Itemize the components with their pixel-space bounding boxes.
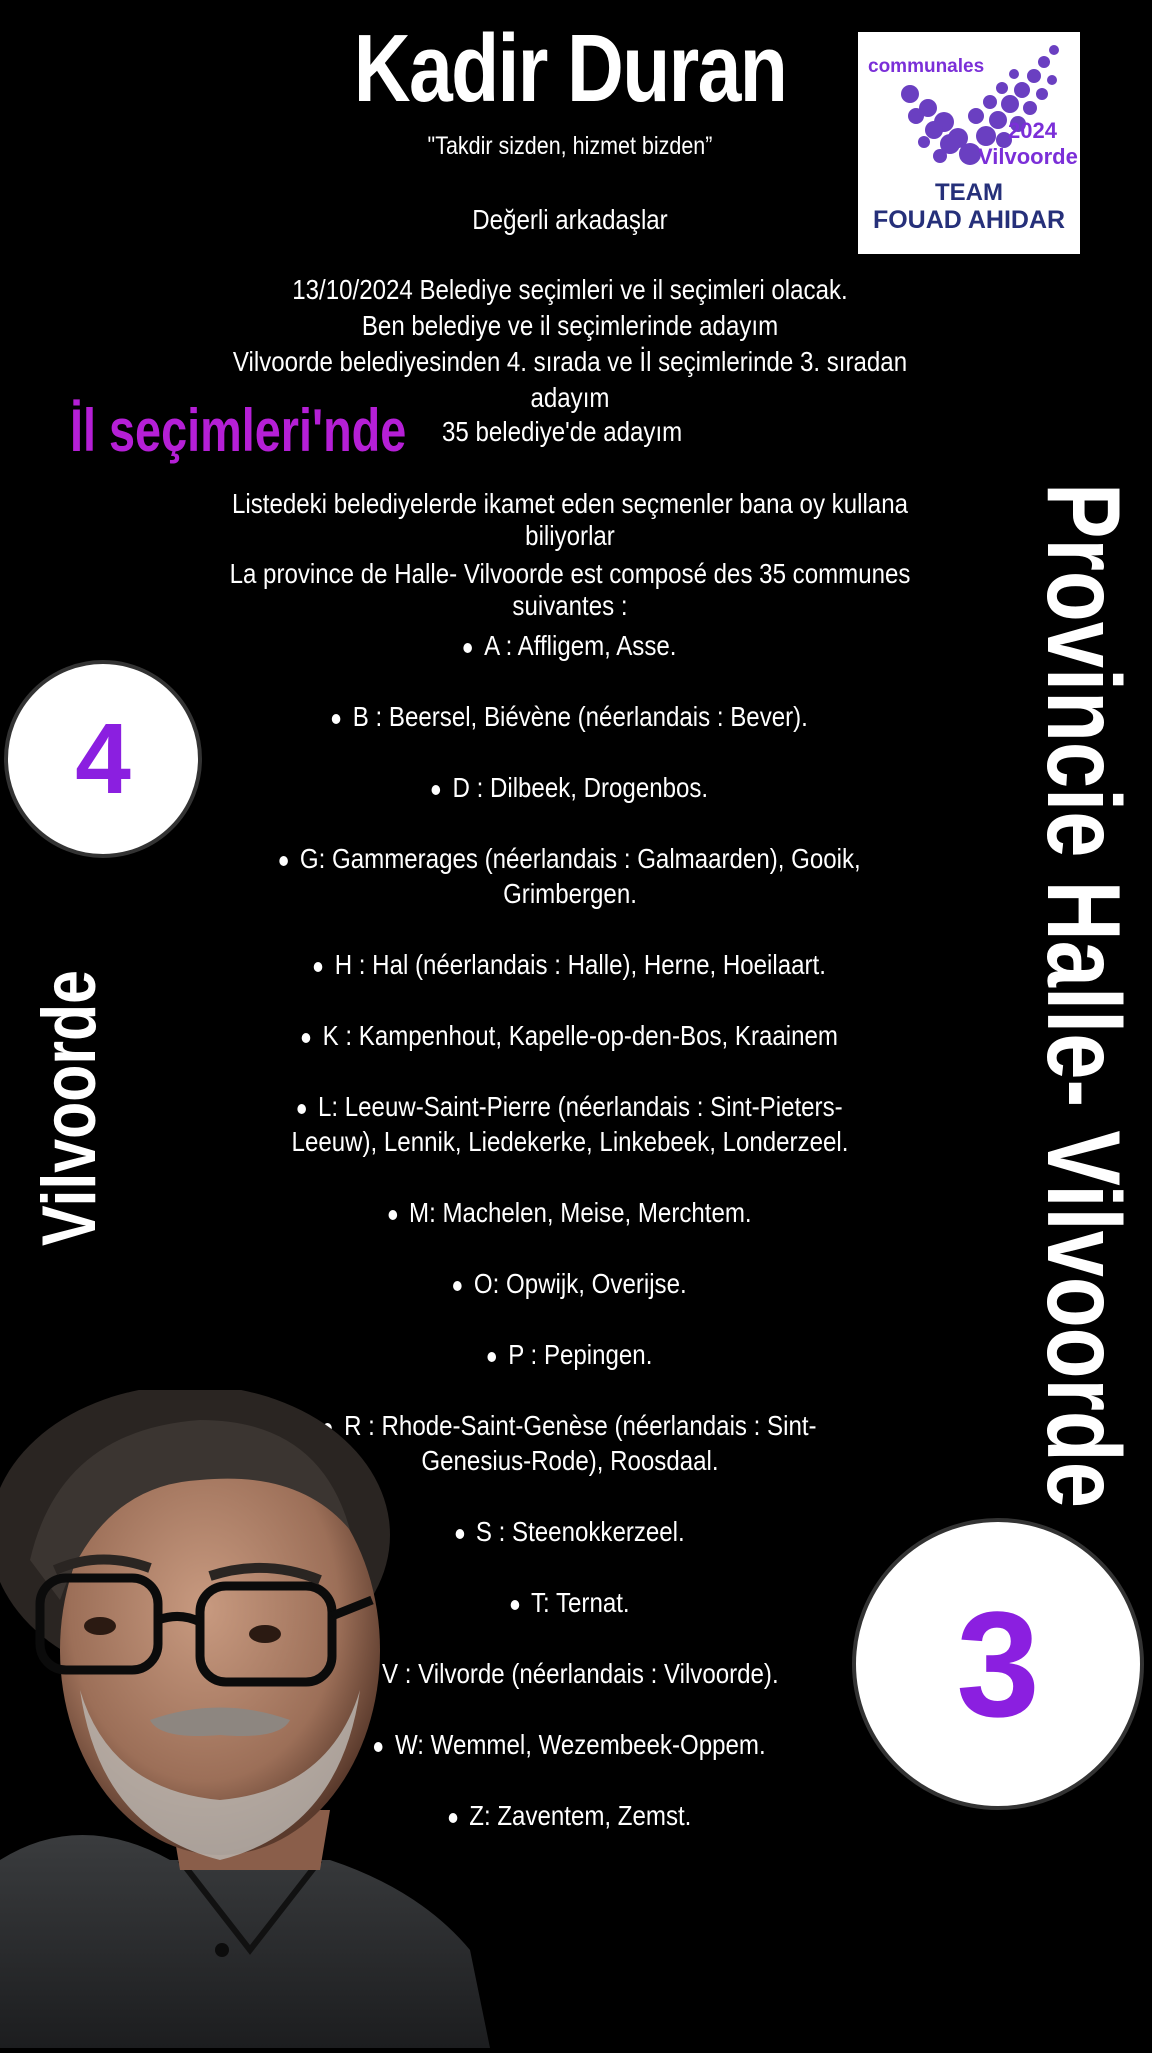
list-item: K : Kampenhout, Kapelle-op-den-Bos, Kraainem — [243, 1018, 897, 1053]
list-item: B : Beersel, Biévène (néerlandais : Bever). — [243, 699, 897, 734]
slogan: "Takdir sizden, hizmet bizden” — [427, 132, 713, 160]
bullet-icon — [279, 856, 288, 866]
list-item: L: Leeuw-Saint-Pierre (néerlandais : Sint-Pieters-Leeuw), Lennik, Liedekerke, Linkebeek, Londerzeel. — [291, 1091, 849, 1157]
list-item: P : Pepingen. — [243, 1337, 897, 1372]
bullet-icon — [314, 962, 323, 972]
voters-note: Listedeki belediyelerde ikamet eden seçmenler bana oy kullana biliyorlar — [231, 488, 908, 551]
candidate-portrait — [0, 1390, 500, 2048]
bullet-icon — [510, 1600, 519, 1610]
bullet-icon — [302, 1033, 311, 1043]
candidate-name: Kadir Duran — [353, 15, 787, 122]
provincial-elections-heading: İl seçimleri'nde — [70, 397, 407, 464]
logo-top-text: communales — [868, 56, 985, 77]
logo-year: 2024 — [1008, 118, 1057, 143]
bullet-icon — [432, 785, 441, 795]
province-label: Provincie Halle- Vilvoorde — [1025, 483, 1141, 1508]
provincial-elections-subtitle: 35 belediye'de adayım — [442, 416, 683, 447]
bullet-icon — [297, 1104, 306, 1114]
portrait-image — [0, 1390, 500, 2048]
intro-line-1: 13/10/2024 Belediye seçimleri ve il seçimleri olacak. — [292, 274, 848, 305]
intro-text — [192, 272, 949, 416]
province-composition: La province de Halle- Vilvoorde est composé des 35 communes suivantes : — [229, 558, 911, 621]
bullet-icon — [464, 643, 473, 653]
municipality-label: Vilvoorde — [27, 970, 112, 1246]
list-item: O: Opwijk, Overijse. — [243, 1266, 897, 1301]
greeting: Değerli arkadaşlar — [472, 204, 668, 235]
logo-graphic — [858, 32, 1080, 254]
bullet-icon — [332, 714, 341, 724]
list-item: G: Gammerages (néerlandais : Galmaarden), Gooik, Grimbergen. — [243, 841, 897, 911]
list-item: R : Rhode-Saint-Genèse (néerlandais : Sint-Genesius-Rode), Roosdaal. — [243, 1408, 897, 1478]
list-item: T: Ternat. — [243, 1585, 897, 1620]
bullet-icon — [488, 1352, 497, 1362]
list-item: W: Wemmel, Wezembeek-Oppem. — [243, 1727, 897, 1762]
list-item: A : Affligem, Asse. — [243, 628, 897, 663]
logo-city: Vilvoorde — [978, 144, 1078, 169]
list-item: S : Steenokkerzeel. — [243, 1514, 897, 1549]
list-item: D : Dilbeek, Drogenbos. — [243, 770, 897, 805]
list-item: H : Hal (néerlandais : Halle), Herne, Hoeilaart. — [243, 947, 897, 982]
provincial-rank-badge: 3 — [852, 1518, 1144, 1810]
list-item: M: Machelen, Meise, Merchtem. — [243, 1195, 897, 1230]
list-item: V : Vilvorde (néerlandais : Vilvoorde). — [243, 1656, 897, 1691]
bullet-icon — [388, 1210, 397, 1220]
bullet-icon — [453, 1281, 462, 1291]
intro-line-3: Vilvoorde belediyesinden 4. sırada ve İl seçimlerinde 3. sıradan adayım — [232, 346, 908, 413]
campaign-logo — [858, 32, 1080, 254]
logo-team: TEAM — [935, 179, 1003, 206]
municipal-rank-badge: 4 — [4, 660, 202, 858]
logo-leader: FOUAD AHIDAR — [872, 206, 1066, 234]
intro-line-2: Ben belediye ve il seçimlerinde adayım — [361, 310, 779, 341]
list-item: Z: Zaventem, Zemst. — [243, 1798, 897, 1833]
